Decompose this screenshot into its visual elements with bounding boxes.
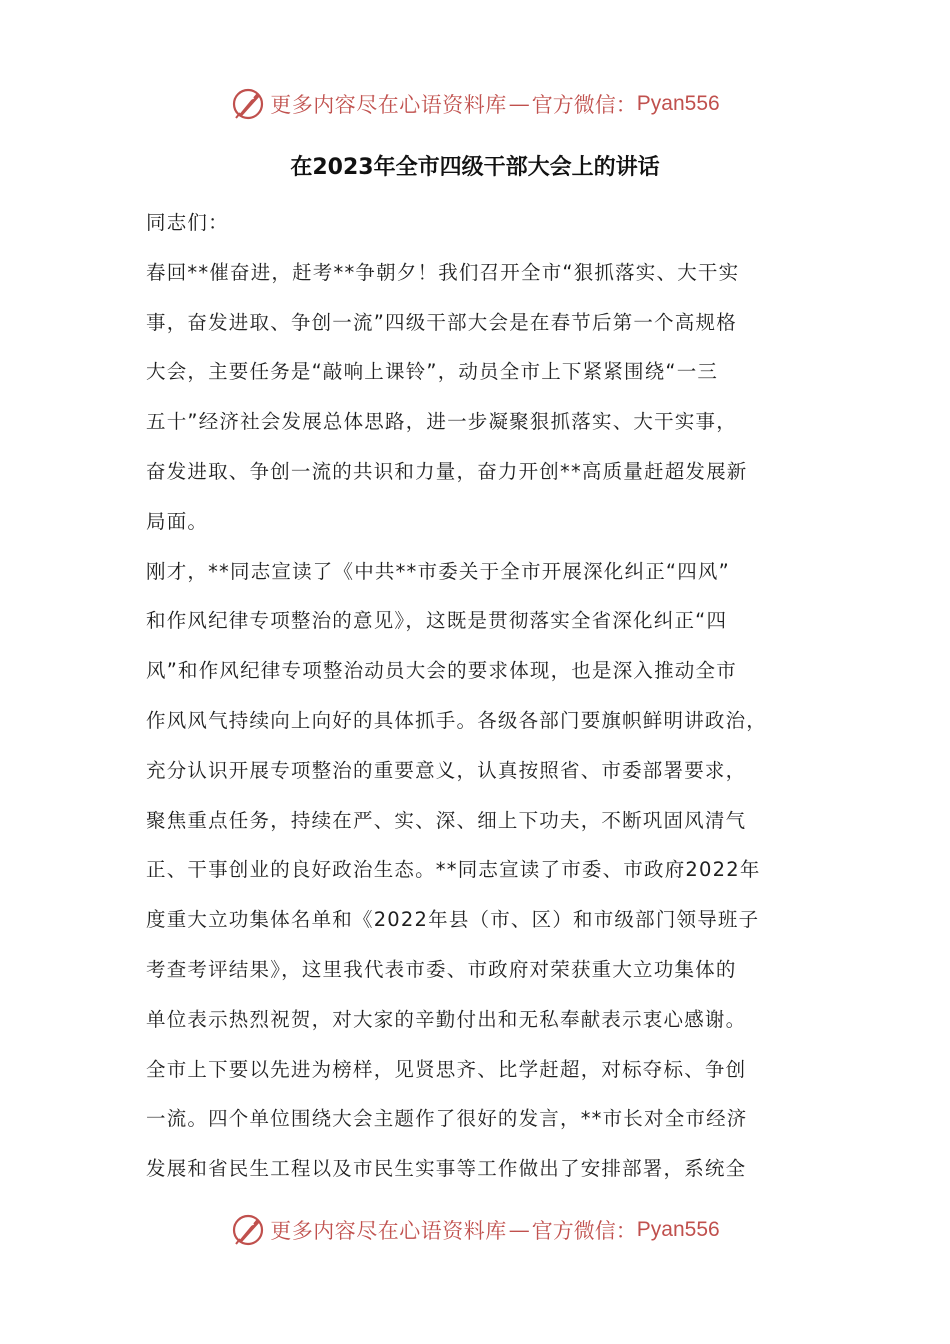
body-line: 奋发进取、争创一流的共识和力量，奋力开创**高质量赶超发展新 [146,459,748,483]
body-line: 单位表示热烈祝贺，对大家的辛勤付出和无私奉献表示衷心感谢。 [146,1007,747,1031]
body-line: 春回**催奋进，赶考**争朝夕！我们召开全市“狠抓落实、大干实 [146,260,740,284]
body-line: 刚才，**同志宣读了《中共**市委关于全市开展深化纠正“四风” [146,559,730,583]
footer-banner [0,1210,950,1250]
body-line: 发展和省民生工程以及市民生实事等工作做出了安排部署，系统全 [146,1157,747,1181]
footer-contact-id: Pyan556 [636,1218,720,1241]
quill-logo-icon [230,86,266,122]
quill-logo-icon [230,1212,266,1248]
body-line: 全市上下要以先进为榜样，见贤思齐、比学赶超，对标夺标、争创 [146,1057,747,1081]
body-line: 事，奋发进取、争创一流”四级干部大会是在春节后第一个高规格 [146,310,737,334]
header-banner-dash: — [508,92,530,116]
body-line: 大会，主要任务是“敲响上课铃”，动员全市上下紧紧围绕“一三 [146,360,719,384]
body-line: 聚焦重点任务，持续在严、实、深、细上下功夫，不断巩固风清气 [146,808,747,832]
header-banner-text: 更多内容尽在心语资料库 [270,93,507,117]
body-line: 风”和作风纪律专项整治动员大会的要求体现，也是深入推动全市 [146,659,737,683]
body-line: 考查考评结果》，这里我代表市委、市政府对荣获重大立功集体的 [146,957,737,981]
body-line: 和作风纪律专项整治的意见》，这既是贯彻落实全省深化纠正“四 [146,609,728,633]
header-banner [0,84,950,124]
header-contact-label: 官方微信： [531,93,637,117]
body-line: 作风风气持续向上向好的具体抓手。各级各部门要旗帜鲜明讲政治， [146,708,768,732]
body-line: 局面。 [146,509,209,533]
document-body [146,198,826,1194]
body-line: 五十”经济社会发展总体思路，进一步凝聚狠抓落实、大干实事， [146,410,737,434]
header-contact-id: Pyan556 [636,92,720,115]
footer-banner-dash: — [508,1218,530,1242]
body-line: 正、干事创业的良好政治生态。**同志宣读了市委、市政府2022年 [146,858,761,882]
body-line: 同志们： [146,211,229,234]
document-title: 在2023年全市四级干部大会上的讲话 [290,155,660,180]
footer-banner-text: 更多内容尽在心语资料库 [270,1219,507,1243]
body-line: 一流。四个单位围绕大会主题作了很好的发言，**市长对全市经济 [146,1107,748,1131]
body-line: 度重大立功集体名单和《2022年县（市、区）和市级部门领导班子 [146,908,760,932]
body-line: 充分认识开展专项整治的重要意义，认真按照省、市委部署要求， [146,758,747,782]
footer-contact-label: 官方微信： [531,1219,637,1243]
